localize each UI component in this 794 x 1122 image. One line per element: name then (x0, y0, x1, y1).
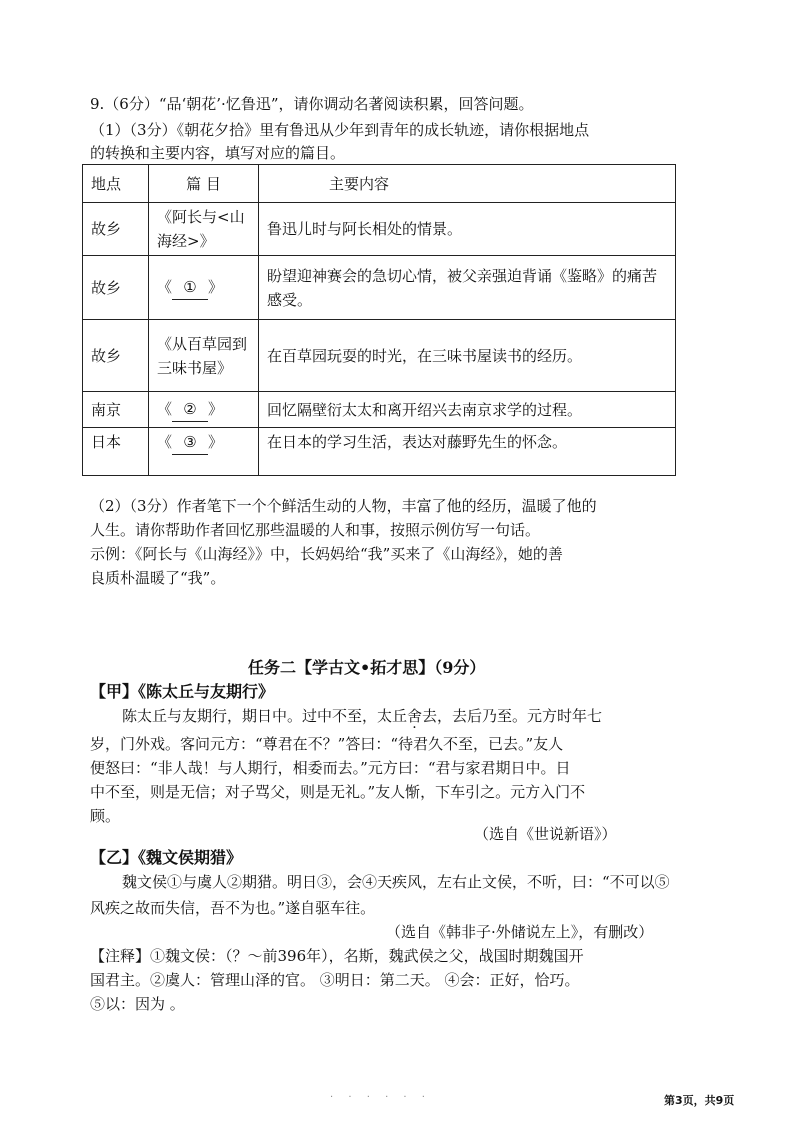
row-title (149, 392, 259, 428)
row-title: 《阿长与<山海经>》 (149, 203, 259, 256)
blank-1[interactable]: ① (172, 275, 208, 300)
table-row (83, 203, 676, 256)
title-prefix: 《 (157, 278, 173, 296)
row-content: 在百草园玩耍的时光，在三味书屋读书的经历。 (259, 320, 676, 392)
q9-title: 9.（6分）“品‘朝花’·忆鲁迅”，请你调动名著阅读积累，回答问题。 (90, 95, 534, 113)
title-suffix: 》 (208, 400, 224, 418)
row-place: 故乡 (83, 203, 149, 256)
row-title: 《从百草园到三味书屋》 (149, 320, 259, 392)
table-row (83, 320, 676, 392)
row-content: 盼望迎神赛会的急切心情，被父亲强迫背诵《鉴略》的痛苦感受。 (259, 256, 676, 320)
blank-3[interactable]: ③ (172, 430, 208, 455)
table-row (83, 256, 676, 320)
jia-source: （选自《世说新语》） (474, 825, 617, 843)
row-content: 回忆隔壁衍太太和离开绍兴去南京求学的过程。 (259, 392, 676, 428)
jia-line-4: 中不至，则是无信；对子骂父，则是无礼。”友人惭，下车引之。元方入门不 (90, 783, 586, 801)
row-title (149, 256, 259, 320)
title-suffix: 》 (208, 433, 224, 451)
notes-line-3: ⑤以：因为 。 (90, 995, 185, 1013)
jia-title: 【甲】《陈太丘与友期行》 (90, 682, 275, 701)
header-content: 主要内容 (259, 165, 676, 203)
table-row (83, 392, 676, 428)
jia-line-2: 岁，门外戏。客问元方：“尊君在不？”答曰：“待君久不至，已去。”友人 (90, 735, 564, 753)
table-header-row (83, 165, 676, 203)
title-suffix: 》 (208, 278, 224, 296)
dotted-char: 舍 (407, 707, 423, 725)
jia-line-3: 便怒曰：“非人哉！与人期行，相委而去。”元方曰：“君与家君期日中。日 (90, 759, 571, 777)
header-title: 篇 目 (149, 165, 259, 203)
jia-line-5: 顾。 (90, 807, 121, 825)
row-place: 南京 (83, 392, 149, 428)
works-table (82, 164, 676, 476)
yi-line-1: 魏文侯①与虞人②期猎。明日③，会④天疾风，左右止文侯，不听，曰：“不可以⑤ (122, 873, 670, 891)
q9-part2-line2: 人生。请你帮助作者回忆那些温暖的人和事，按照示例仿写一句话。 (90, 521, 541, 539)
row-content: 鲁迅儿时与阿长相处的情景。 (259, 203, 676, 256)
page-number: 第3页，共9页 (664, 1094, 735, 1107)
example-line1: 示例：《阿长与《山海经》》中，长妈妈给“我”买来了《山海经》，她的善 (90, 545, 563, 563)
row-title (149, 428, 259, 476)
example-line2: 良质朴温暖了“我”。 (90, 569, 226, 587)
notes-line-1: 【注释】①魏文侯：（？～前396年），名斯，魏武侯之父，战国时期魏国开 (90, 947, 584, 965)
row-place: 故乡 (83, 320, 149, 392)
jia-line-1: 陈太丘与友期行，期日中。过中不至，太丘舍去，去后乃至。元方时年七 (122, 704, 602, 728)
q9-part1-line1: （1）（3分）《朝花夕拾》里有鲁迅从少年到青年的成长轨迹，请你根据地点 (90, 121, 590, 139)
yi-line-2: 风疾之故而失信，吾不为也。”遂自驱车往。 (90, 899, 376, 917)
table-row (83, 428, 676, 476)
row-place: 日本 (83, 428, 149, 476)
header-place: 地点 (83, 165, 149, 203)
task2-heading: 任务二【学古文•拓才思】（9分） (248, 658, 486, 677)
title-prefix: 《 (157, 400, 173, 418)
title-prefix: 《 (157, 433, 173, 451)
q9-part1-line2: 的转换和主要内容，填写对应的篇目。 (90, 144, 346, 162)
row-content: 在日本的学习生活，表达对藤野先生的怀念。 (259, 428, 676, 476)
yi-source: （选自《韩非子·外储说左上》，有删改） (386, 923, 654, 941)
yi-title: 【乙】《魏文侯期猎》 (90, 848, 243, 867)
row-place: 故乡 (83, 256, 149, 320)
footer-dots: · · · · · · (330, 1092, 431, 1103)
q9-part2-line1: （2）（3分）作者笔下一个个鲜活生动的人物，丰富了他的经历，温暖了他的 (90, 497, 597, 515)
blank-2[interactable]: ② (172, 397, 208, 422)
notes-line-2: 国君主。②虞人：管理山泽的官。 ③明日：第二天。 ④会：正好，恰巧。 (90, 971, 580, 989)
